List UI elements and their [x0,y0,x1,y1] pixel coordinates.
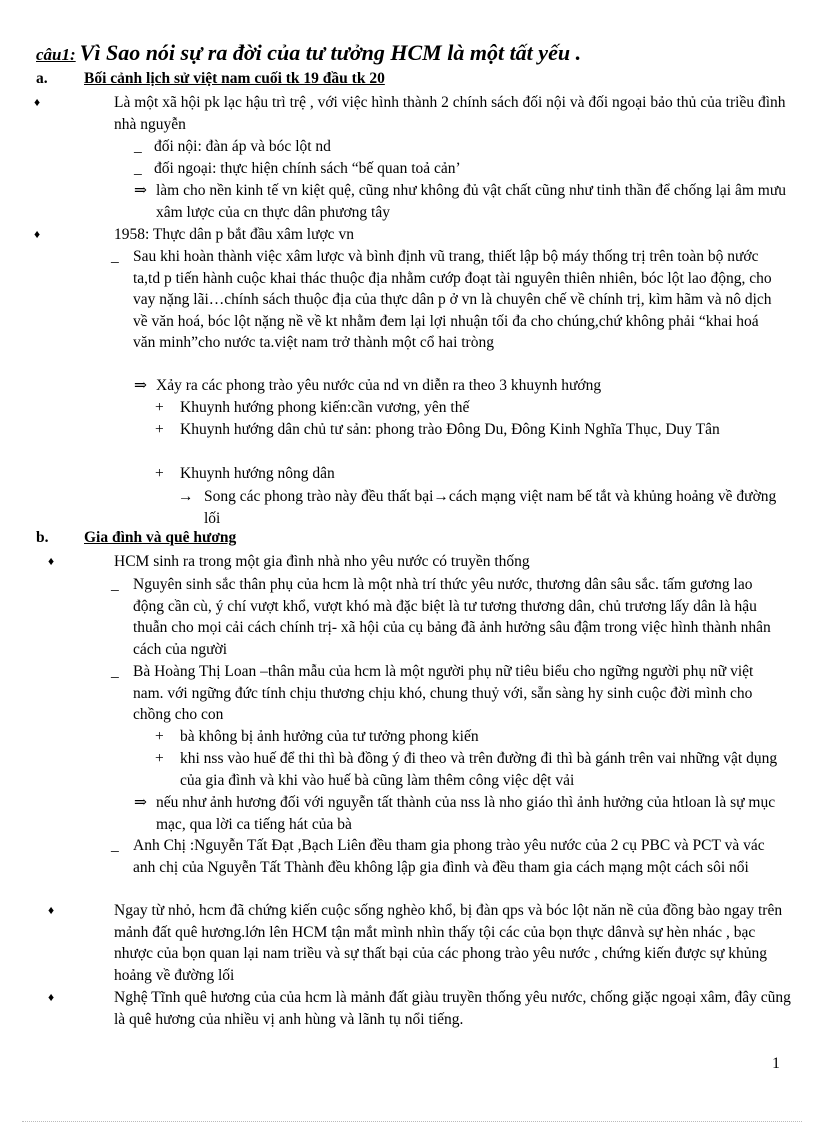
item-text: Khuynh hướng dân chủ tư sản: phong trào Đông Du, Đông Kinh Nghĩa Thục, Duy Tân [180,421,720,438]
item-text: Nghệ Tĩnh quê hương của của hcm là mảnh đất giàu truyền thống yêu nước, chống giặc ngoại xâm, đây cũng là quê hương của nhiều vị anh hùng và lãnh tụ nổi tiếng. [114,989,791,1028]
item-text: Sau khi hoàn thành việc xâm lược và bình định vũ trang, thiết lập bộ máy thống trị trên toàn bộ nước ta,td p tiến hành cuộc khai thác thuộc địa nhằm cướp đoạt tài nguyên thiên nhiên, bóc lột lao động, cho vay nặng lãi…chính sách thuộc địa của thực dân p ở vn là chuyên chế về chính trị, kìm hãm và nô dịch về văn hoá, bóc lột nặng nề về kt nhằm đem lại lợi nhuận tối đa cho chúng,chứ không phải “khai hoá văn minh”cho nước ta.việt nam trở thành một cổ hai tròng [133,248,772,351]
list-item [155,463,780,485]
plus-bullet-icon: + [155,399,164,416]
list-item [134,158,794,180]
question-text: Vì Sao nói sự ra đời của tư tưởng HCM là một tất yếu . [79,40,582,65]
item-text: Nguyên sinh sắc thân phụ của hcm là một nhà trí thức yêu nước, thương dân sâu sắc. tấm gương lao động cần cù, ý chí vượt khổ, vượt khó mà đặc biệt là tư tương thương dân, chủ trương lấy dân là hậu thuẫn cho mọi cải cách chính trị- xã hội của cụ bảng đã ảnh hưởng sâu đậm trong việc hình thành nhân cách của người [133,576,771,658]
section-title: Bối cảnh lịch sử việt nam cuối tk 19 đầu tk 20 [84,70,385,87]
list-item [134,180,786,223]
page-bottom-divider [22,1121,802,1122]
dash-bullet-icon: _ [111,576,119,593]
dash-bullet-icon: _ [111,837,119,854]
list-item [134,792,786,835]
plus-bullet-icon: + [155,750,164,767]
section-letter: b. [36,529,49,546]
list-item [155,419,780,441]
item-text: Bà Hoàng Thị Loan –thân mẫu của hcm là một người phụ nữ tiêu biểu cho ngững người phụ nữ việt nam. với ngững đức tính chịu thương chịu khó, chung thuỷ với, sẵn sàng hy sinh cuộc đời mình cho chồng cho con [133,663,754,723]
dash-bullet-icon: _ [134,160,142,177]
list-item [134,375,786,397]
list-item [111,246,783,354]
list-item [111,835,783,878]
list-item [34,92,794,135]
implies-arrow-icon: ⇒ [134,377,147,394]
diamond-bullet-icon: ♦ [34,227,41,241]
plus-bullet-icon: + [155,728,164,745]
list-item [111,574,783,660]
list-item [48,551,794,573]
list-item [48,900,794,986]
diamond-bullet-icon: ♦ [48,554,55,568]
section-letter: a. [36,70,48,87]
item-text: 1958: Thực dân p bắt đầu xâm lược vn [114,226,354,243]
implies-arrow-icon: ⇒ [134,182,147,199]
dash-bullet-icon: _ [111,248,119,265]
list-item [34,224,794,246]
right-arrow-icon: → [178,488,194,505]
item-text: Khuynh hướng nông dân [180,465,335,482]
list-item [155,748,780,791]
dash-bullet-icon: _ [134,138,142,155]
question-label: câu1: [36,45,76,64]
list-item [178,486,784,529]
question-title [36,40,581,66]
section-title: Gia đình và quê hương [84,529,237,546]
item-text: làm cho nền kinh tế vn kiệt quệ, cũng như không đủ vật chất cũng như tinh thần để chống lại âm mưu xâm lược của cn thực dân phương tây [156,182,786,221]
diamond-bullet-icon: ♦ [48,990,55,1004]
item-text: Ngay từ nhỏ, hcm đã chứng kiến cuộc sống nghèo khổ, bị đàn qps và bóc lột năn nề của đồng bào ngay trên mảnh đất quê hương.lớn lên HCM tận mắt mình nhìn thấy tội các của bọn thực dânvà sự hèn nhác , bạc nhược của bọn quan lại nam triều và sự thất bại của các phong trào yêu nước , chứng kiến được sự khủng hoảng về đường lối [114,902,783,984]
list-item [155,397,780,419]
dash-bullet-icon: _ [111,663,119,680]
page-number: 1 [772,1055,780,1072]
list-item [48,987,794,1030]
item-text: khi nss vào huế để thi thì bà đồng ý đi theo và trên đường đi thì bà gánh trên vai những vật dụng của gia đình và khi vào huế bà cũng làm thêm công việc dệt vải [180,750,778,789]
item-text: HCM sinh ra trong một gia đình nhà nho yêu nước có truyền thống [114,553,530,570]
item-text: Khuynh hướng phong kiến:cần vương, yên thế [180,399,470,416]
item-text: bà không bị ảnh hưởng của tư tưởng phong kiến [180,728,479,745]
item-text: đối ngoại: thực hiện chính sách “bế quan toả cản’ [154,160,461,177]
implies-arrow-icon: ⇒ [134,794,147,811]
section-a-heading [36,70,385,88]
item-text: nếu như ảnh hương đối với nguyễn tất thành của nss là nho giáo thì ảnh hưởng của htloan là sự mục mạc, qua lời ca tiếng hát của bà [156,794,776,833]
item-text: Anh Chị :Nguyễn Tất Đạt ,Bạch Liên đều tham gia phong trào yêu nước của 2 cụ PBC và PCT và vác anh chị của Nguyễn Tất Thành đều không lập gia đình và đều tham gia cách mạng một cách sôi nổi [133,837,765,876]
list-item [134,136,794,158]
item-text: Xảy ra các phong trào yêu nước của nd vn diễn ra theo 3 khuynh hướng [156,377,602,394]
plus-bullet-icon: + [155,421,164,438]
diamond-bullet-icon: ♦ [34,95,41,109]
section-b-heading [36,529,236,547]
diamond-bullet-icon: ♦ [48,903,55,917]
list-item [155,726,780,748]
item-text: Là một xã hội pk lạc hậu trì trệ , với việc hình thành 2 chính sách đối nội và đối ngoại bảo thủ của triều đình nhà nguyễn [114,94,786,133]
item-text: Song các phong trào này đều thất bại→cách mạng việt nam bế tắt và khủng hoảng về đường lối [204,488,777,527]
item-text: đối nội: đàn áp và bóc lột nd [154,138,331,155]
list-item [111,661,783,726]
plus-bullet-icon: + [155,465,164,482]
